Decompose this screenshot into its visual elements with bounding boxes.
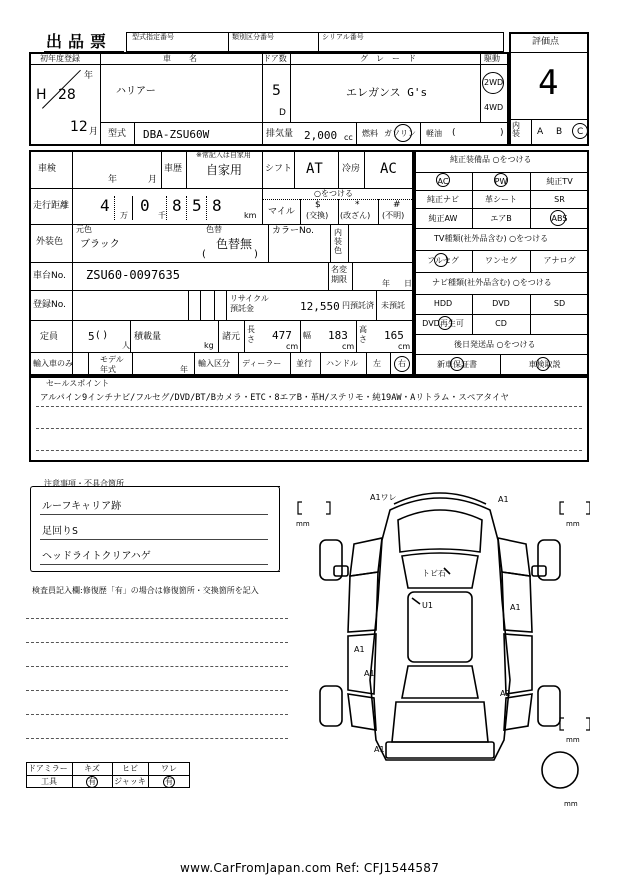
handle-left: 左 (373, 359, 381, 368)
equip-sr: SR (554, 195, 565, 204)
shift-label: シフト (265, 164, 293, 174)
mileage-opt-mile: マイル (268, 207, 295, 217)
chassis-label: 車台No. (33, 271, 66, 281)
tv-analog: アナログ (543, 256, 576, 265)
drive-label: 駆動 (484, 54, 500, 63)
damage-a2-right-rear: A2 (500, 689, 511, 698)
tv-oneseg: ワンセグ (485, 256, 517, 265)
note-3: ヘッドライトクリアハゲ (42, 551, 151, 562)
equipment-title: 純正装備品 ○をつける (450, 155, 532, 164)
tv-fullseg: フルセグ (427, 256, 459, 265)
form-title: 出品票 (46, 32, 113, 51)
model-year-unit: 年 (180, 365, 188, 374)
shaken-note: ※常記入は自家用 (196, 151, 251, 159)
color-change-bracket-close: ) (254, 249, 258, 260)
note-2: 足回りS (42, 526, 79, 537)
later-warranty: 新車保証書 (437, 360, 477, 369)
equip-abs: ABS (551, 214, 568, 223)
interior-color-label: 内装色 (334, 228, 342, 255)
mm-front-left: mm (296, 520, 310, 528)
interior-label: 内装 (512, 121, 520, 138)
mileage-opt-exchange: (交換) (306, 211, 329, 220)
legend-break: ワレ (161, 764, 177, 773)
score-label: 評価点 (532, 37, 560, 47)
recycle-deposited: 円預託済 (342, 301, 374, 310)
equip-tv: 純正TV (546, 177, 573, 186)
import-dealer: ディーラー (242, 359, 282, 368)
navi-dvd-play-circle (438, 316, 452, 330)
fuel-light-oil: 軽油 (426, 129, 442, 138)
damage-u1: U1 (422, 601, 433, 610)
serial-number-label: シリアル番号 (322, 33, 364, 41)
mileage-unit-sen: 千 (158, 211, 166, 220)
import-only-label: 輸入車のみ (33, 359, 73, 368)
legend-tools-circle (86, 776, 98, 788)
legend-crack: ヒビ (122, 764, 138, 773)
damage-a1-crack: A1ワレ (370, 493, 397, 502)
mileage-label: 走行距離 (33, 201, 70, 211)
mileage-digit-4: 5 (192, 196, 202, 215)
fuel-bracket-close: ) (500, 128, 504, 138)
shift-value: AT (306, 161, 323, 177)
shaken-year-unit: 年 (108, 175, 118, 185)
mileage-digit-5: 8 (212, 196, 222, 215)
drive-4wd: 4WD (484, 103, 504, 112)
damage-a1-left-door: A1 (354, 645, 365, 654)
header-id-box (126, 32, 504, 52)
height-value: 165 (384, 329, 404, 342)
navi-sd: SD (553, 299, 566, 308)
drive-2wd-circle (482, 72, 504, 94)
load-kg: kg (204, 341, 214, 350)
vehicle-history-label: 車歴 (164, 164, 183, 174)
dimensions-label: 諸元 (222, 332, 241, 342)
aircon-value: AC (380, 161, 397, 177)
note-1: ルーフキャリア跡 (42, 501, 122, 512)
equip-abs-circle (550, 210, 566, 226)
length-value: 477 (272, 329, 292, 342)
capacity-bracket: ( ) (96, 330, 107, 341)
recycle-not-deposited: 未預託 (381, 301, 405, 310)
sales-point-text: アルパイン9インチナビ/フルセグ/DVD/BT/Bカメラ・ETC・8エアB・革H/ステリモ・純19AW・Aリトラム・スペアタイヤ (40, 393, 510, 403)
mileage-unit-man: 万 (120, 211, 128, 220)
damage-a1-bumper: A1 (374, 745, 385, 754)
mark-circle-note: ○をつける (314, 189, 353, 198)
fuel-gasoline-circle (394, 124, 412, 142)
capacity-label: 定員 (40, 332, 59, 342)
damage-a1-front: A1 (498, 495, 509, 504)
color-change-label: 色替 (206, 225, 222, 234)
exterior-color-value: ブラック (80, 239, 120, 250)
import-parallel: 並行 (296, 359, 312, 368)
legend-scratch: キズ (84, 764, 100, 773)
first-reg-era: H (36, 87, 47, 103)
recycle-label: リサイクル預託金 (230, 294, 269, 313)
length-cm: cm (286, 342, 299, 351)
inspector-title: 検査員記入欄:修復歴「有」の場合は修復箇所・交換箇所を記入 (32, 586, 259, 595)
registration-label: 登録No. (33, 300, 66, 310)
damage-chip: トビ石 (422, 569, 446, 578)
navi-type-title: ナビ種類(社外品含む) ○をつける (432, 278, 552, 287)
height-cm: cm (398, 342, 411, 351)
first-reg-month: 12 (70, 119, 88, 135)
mm-spare: mm (564, 800, 578, 808)
width-label: 幅 (303, 331, 311, 340)
aircon-label: 冷房 (342, 164, 361, 174)
model-value: DBA-ZSU60W (143, 128, 210, 141)
mileage-opt-star: * (355, 200, 360, 210)
mileage-opt-hash: # (393, 200, 401, 210)
equip-ac-circle (436, 173, 450, 187)
name-change-year: 年 (382, 279, 390, 288)
mileage-digit-1: 4 (100, 196, 110, 215)
displacement-cc: cc (344, 133, 353, 142)
mm-front-right: mm (566, 520, 580, 528)
capacity-value: 5 (88, 330, 95, 343)
drive-2wd: 2WD (484, 78, 504, 87)
capacity-unit: 人 (122, 341, 130, 350)
grade-value: エレガンス G's (346, 86, 428, 99)
width-cm: cm (342, 342, 355, 351)
car-name-label: 車名 (163, 54, 215, 63)
interior-grade-circle (572, 123, 588, 139)
exterior-color-label: 外装色 (36, 237, 64, 247)
damage-a1-right-door: A1 (510, 603, 521, 612)
load-label: 積載量 (134, 332, 162, 342)
interior-grade-c: C (577, 127, 584, 137)
original-color-label: 元色 (76, 225, 92, 234)
navi-cd: CD (495, 319, 507, 328)
color-number-label: カラーNo. (272, 226, 314, 236)
mileage-digit-2: 0 (140, 196, 150, 215)
door-type-value: D (279, 108, 286, 118)
height-label: 高さ (359, 325, 367, 344)
fuel-gasoline: ガソリン (384, 129, 416, 138)
handle-right-circle (394, 356, 410, 372)
fuel-bracket-open: ( (452, 128, 456, 138)
legend-door-mirror: ドアミラー (28, 764, 68, 773)
model-label: 型式 (108, 129, 127, 139)
later-manual: 車検取説 (528, 360, 561, 369)
later-manual-circle (536, 357, 550, 371)
tv-type-title: TV種類(社外品含む) ○をつける (434, 234, 549, 243)
damage-a1-left-rear: A1 (364, 669, 375, 678)
navi-dvd: DVD (492, 299, 510, 308)
equip-leather: 革シート (485, 195, 517, 204)
interior-grade-a: A (537, 127, 544, 137)
navi-hdd: HDD (433, 299, 453, 308)
sales-point-label: セールスポイント (46, 379, 110, 388)
type-designation-label: 型式指定番号 (132, 33, 174, 41)
later-warranty-circle (450, 357, 464, 371)
displacement-value: 2,000 (304, 129, 338, 142)
shaken-month-unit: 月 (148, 175, 158, 185)
tv-fullseg-circle (434, 253, 448, 267)
footer-ref: www.CarFromJapan.com Ref: CFJ1544587 (180, 861, 440, 875)
color-change-value: 色替無 (216, 237, 253, 251)
legend-jack-value: 有 (165, 777, 173, 786)
mileage-opt-dollar: $ (315, 200, 321, 210)
handle-right: 右 (398, 359, 406, 368)
handle-label: ハンドル (326, 359, 358, 368)
class-number-label: 類別区分番号 (232, 33, 274, 41)
legend-tools-value: 有 (88, 777, 96, 786)
equip-airbag: エアB (490, 214, 512, 223)
door-count-value: 5 (272, 83, 281, 99)
car-name-value: ハリアー (116, 86, 156, 97)
grade-label: グレード (360, 54, 424, 63)
first-reg-month-unit: 月 (89, 127, 99, 137)
first-reg-label: 初年度登録 (40, 54, 80, 63)
equip-aw: 純正AW (428, 214, 458, 223)
equip-pw: PW (494, 177, 508, 186)
legend-tools: 工具 (41, 777, 57, 786)
interior-grade-b: B (556, 127, 563, 137)
model-year-label: モデル年式 (100, 355, 124, 374)
color-change-bracket-open: ( (202, 249, 206, 260)
equip-navi: 純正ナビ (427, 195, 459, 204)
first-reg-year-unit: 年 (84, 71, 94, 81)
legend-jack-circle (163, 776, 175, 788)
name-change-day: 日 (404, 279, 412, 288)
shaken-label: 車検 (38, 164, 57, 174)
mileage-km: km (244, 211, 257, 220)
first-reg-year: 28 (58, 87, 76, 103)
chassis-value: ZSU60-0097635 (86, 268, 180, 282)
mileage-opt-unknown: (不明) (382, 211, 405, 220)
name-change-label: 名変期限 (331, 265, 347, 284)
recycle-value: 12,550 (300, 300, 340, 313)
import-class-label: 輸入区分 (198, 359, 230, 368)
door-count-label: ドア数 (263, 54, 287, 63)
mm-rear-right: mm (566, 736, 580, 744)
mileage-digit-3: 8 (172, 196, 182, 215)
fuel-label: 燃料 (362, 129, 378, 138)
legend-jack: ジャッキ (114, 777, 146, 786)
mileage-opt-tamper: (改ざん) (340, 211, 371, 220)
equip-ac: AC (437, 177, 449, 186)
car-damage-diagram (290, 480, 590, 810)
navi-dvd-play: DVD再生可 (422, 319, 464, 328)
width-value: 183 (328, 329, 348, 342)
vehicle-history-value: 自家用 (206, 163, 243, 177)
displacement-label: 排気量 (266, 129, 294, 139)
score-value: 4 (538, 63, 559, 103)
later-title: 後日発送品 ○をつける (454, 340, 536, 349)
length-label: 長さ (247, 325, 255, 344)
equip-pw-circle (494, 173, 508, 187)
notes-title: 注意事項・不具合箇所 (44, 479, 124, 488)
